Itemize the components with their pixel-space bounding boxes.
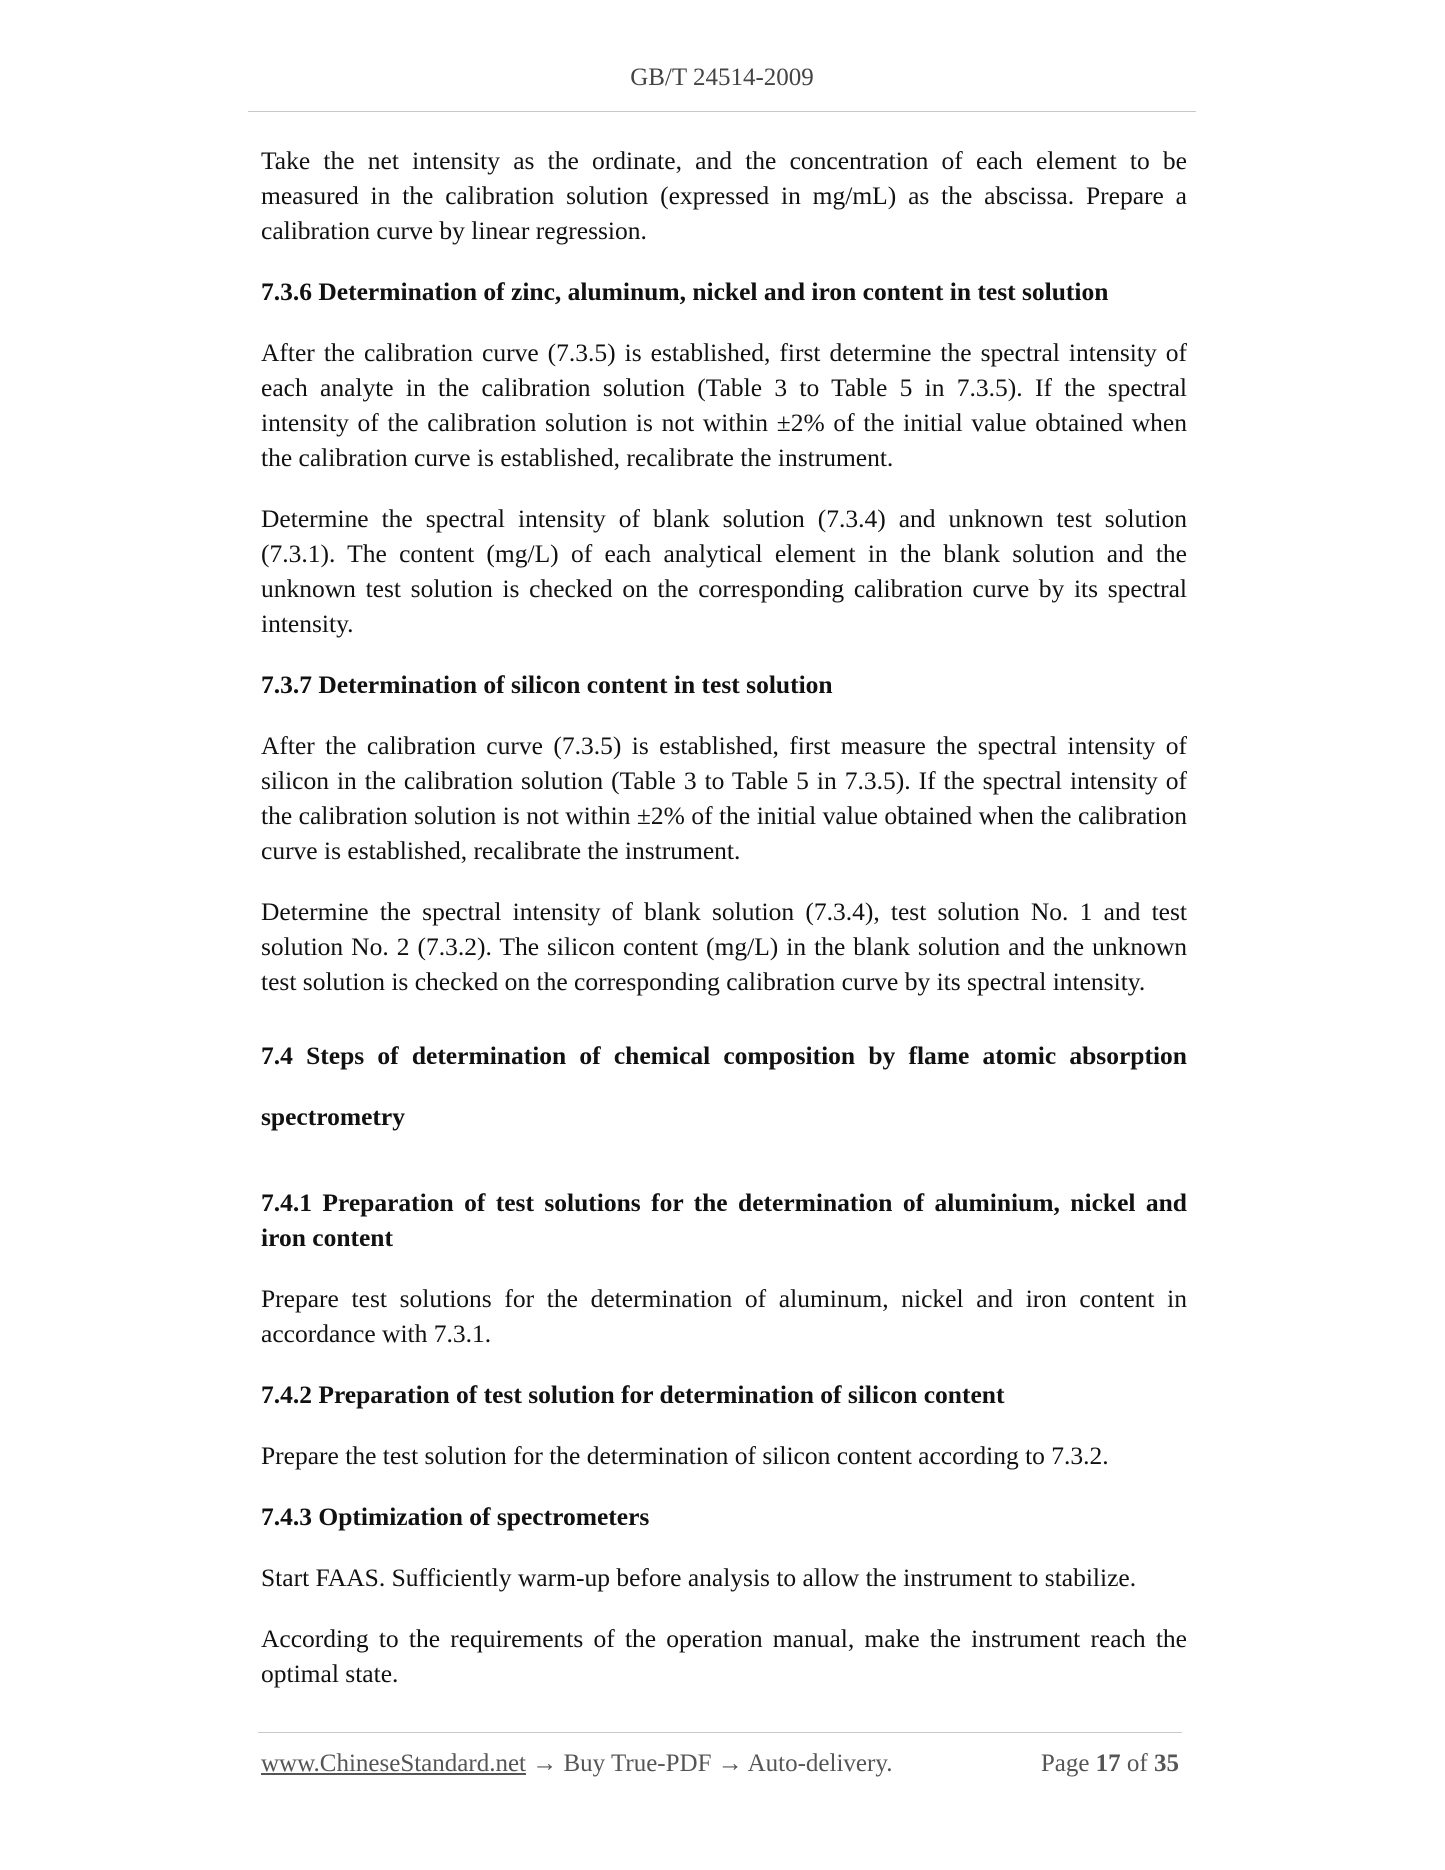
paragraph-737-determination: Determine the spectral intensity of blank solution (7.3.4), test solution No. 1 and test solution No. 2 (7.3.2). The silicon content (mg/L) in the blank solution and the unknown test solution is checked on the corresponding calibration curve by its spectral intensity. bbox=[261, 897, 1187, 996]
paragraph-741: Prepare test solutions for the determination of aluminum, nickel and iron content in accordance with 7.3.1. bbox=[261, 1284, 1187, 1348]
running-header: GB/T 24514-2009 bbox=[630, 64, 814, 91]
heading-7-4-1: 7.4.1 Preparation of test solutions for the determination of aluminium, nickel and iron content bbox=[261, 1188, 1187, 1252]
heading-7-4-3: 7.4.3 Optimization of spectrometers bbox=[261, 1502, 650, 1531]
header-divider bbox=[248, 111, 1196, 112]
website-link[interactable]: www.ChineseStandard.net bbox=[261, 1750, 526, 1777]
paragraph-742: Prepare the test solution for the determination of silicon content according to 7.3.2. bbox=[261, 1441, 1109, 1470]
auto-delivery-text: Auto-delivery. bbox=[747, 1750, 893, 1777]
heading-7-4: 7.4 Steps of determination of chemical composition by flame atomic absorption spectrometry bbox=[261, 1041, 1187, 1131]
heading-7-3-7: 7.3.7 Determination of silicon content in test solution bbox=[261, 670, 833, 699]
arrow-right-icon: → bbox=[717, 1750, 743, 1777]
document-body bbox=[261, 143, 1187, 1717]
heading-7-3-6: 7.3.6 Determination of zinc, aluminum, nickel and iron content in test solution bbox=[261, 277, 1109, 306]
paragraph-743-warmup: Start FAAS. Sufficiently warm-up before analysis to allow the instrument to stabilize. bbox=[261, 1563, 1137, 1592]
of-label: of bbox=[1126, 1750, 1148, 1777]
total-pages-number: 35 bbox=[1154, 1750, 1179, 1777]
page-label: Page bbox=[1040, 1750, 1090, 1777]
paragraph-743-optimal-state: According to the requirements of the operation manual, make the instrument reach the optimal state. bbox=[261, 1624, 1187, 1688]
paragraph-736-calibration-check: After the calibration curve (7.3.5) is established, first determine the spectral intensity of each analyte in the calibration solution (Table 3 to Table 5 in 7.3.5). If the spectral intensity of the calibration solution is not within ±2% of the initial value obtained when the calibration curve is established, recalibrate the instrument. bbox=[261, 338, 1187, 472]
arrow-right-icon: → bbox=[532, 1750, 558, 1777]
paragraph-calibration-curve: Take the net intensity as the ordinate, and the concentration of each element to be measured in the calibration solution (expressed in mg/mL) as the abscissa. Prepare a calibration curve by linear regression. bbox=[261, 146, 1187, 245]
footer-divider bbox=[258, 1732, 1182, 1733]
heading-7-4-2: 7.4.2 Preparation of test solution for determination of silicon content bbox=[261, 1380, 1005, 1409]
current-page-number: 17 bbox=[1095, 1750, 1121, 1777]
page-indicator bbox=[1041, 1750, 1179, 1778]
buy-pdf-text: Buy True-PDF bbox=[563, 1750, 712, 1777]
paragraph-737-calibration-check: After the calibration curve (7.3.5) is established, first measure the spectral intensity of silicon in the calibration solution (Table 3 to Table 5 in 7.3.5). If the spectral intensity of the calibration solution is not within ±2% of the initial value obtained when the calibration curve is established, recalibrate the instrument. bbox=[261, 731, 1187, 865]
paragraph-736-determination: Determine the spectral intensity of blank solution (7.3.4) and unknown test solution (7.3.1). The content (mg/L) of each analytical element in the blank solution and the unknown test solution is checked on the corresponding calibration curve by its spectral intensity. bbox=[261, 504, 1187, 638]
footer-promo bbox=[261, 1750, 892, 1778]
